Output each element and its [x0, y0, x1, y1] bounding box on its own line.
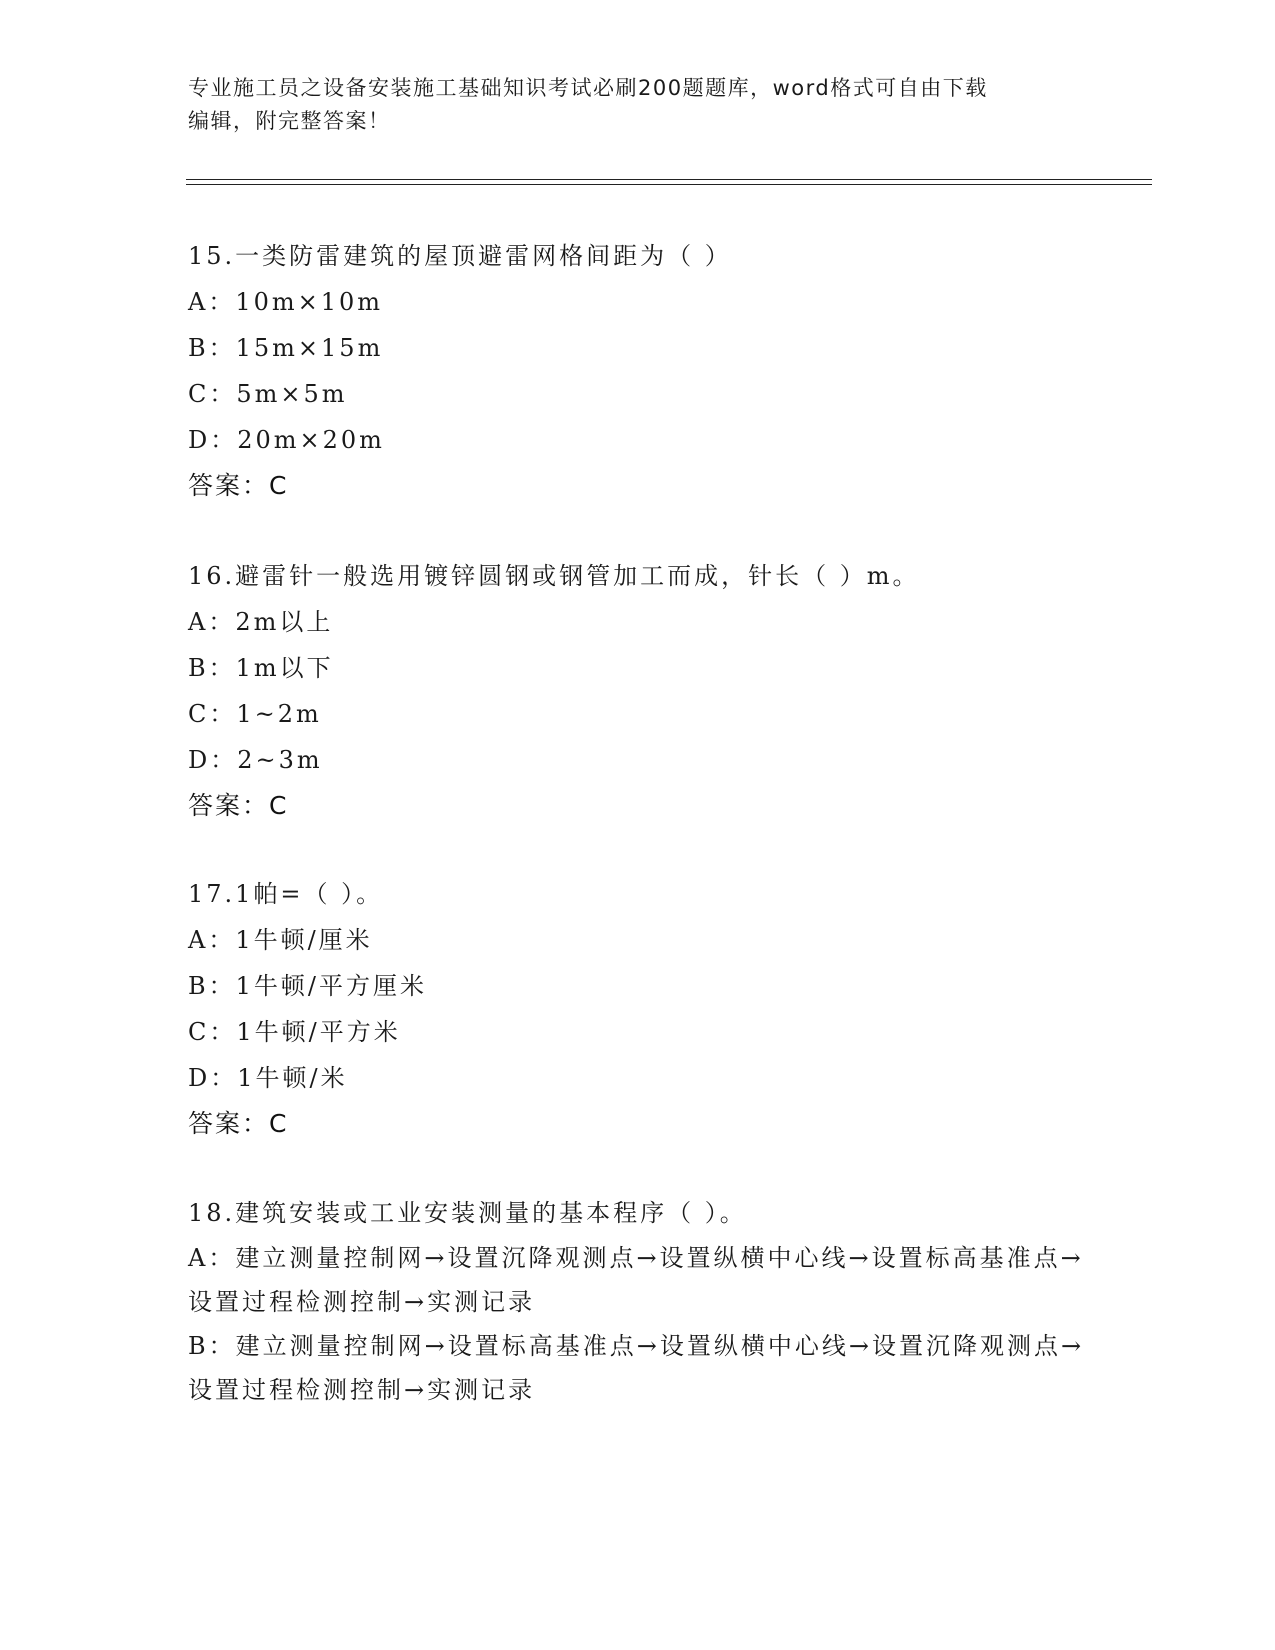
header-divider-bottom	[186, 184, 1152, 185]
option-d: D：20m×20m	[188, 426, 385, 454]
answer-text: 答案：C	[188, 471, 289, 500]
option-b: B：建立测量控制网→设置标高基准点→设置纵横中心线→设置沉降观测点→设置过程检测控制→实测记录	[188, 1332, 1085, 1404]
header-line-2: 编辑，附完整答案！	[188, 109, 391, 133]
question-18	[188, 1190, 1088, 1412]
answer-text: 答案：C	[188, 1109, 289, 1138]
option-d: D：2~3m	[188, 746, 323, 774]
option-a: A：10m×10m	[188, 288, 384, 316]
question-text: 18.建筑安装或工业安装测量的基本程序（ ）。	[188, 1199, 747, 1227]
option-d: D：1牛顿/米	[188, 1064, 348, 1092]
option-b: B：1牛顿/平方厘米	[188, 972, 427, 1000]
question-text: 16.避雷针一般选用镀锌圆钢或钢管加工而成，针长（ ）m。	[188, 562, 920, 590]
document-header	[188, 72, 1088, 138]
question-17	[188, 871, 1088, 1147]
option-a: A：建立测量控制网→设置沉降观测点→设置纵横中心线→设置标高基准点→设置过程检测控制→实测记录	[188, 1244, 1084, 1316]
option-a: A：1牛顿/厘米	[188, 926, 373, 954]
question-text: 15.一类防雷建筑的屋顶避雷网格间距为（ ）	[188, 242, 732, 270]
option-a: A：2m以上	[188, 608, 334, 636]
header-line-1: 专业施工员之设备安装施工基础知识考试必刷200题题库，word格式可自由下载	[188, 76, 988, 100]
option-c: C：1牛顿/平方米	[188, 1018, 401, 1046]
option-b: B：1m以下	[188, 654, 334, 682]
option-c: C：5m×5m	[188, 380, 348, 408]
option-c: C：1~2m	[188, 700, 322, 728]
question-text: 17.1帕=（ ）。	[188, 880, 384, 908]
question-16	[188, 553, 1088, 829]
header-divider-top	[186, 179, 1152, 180]
question-15	[188, 233, 1088, 509]
option-b: B：15m×15m	[188, 334, 384, 362]
answer-text: 答案：C	[188, 791, 289, 820]
